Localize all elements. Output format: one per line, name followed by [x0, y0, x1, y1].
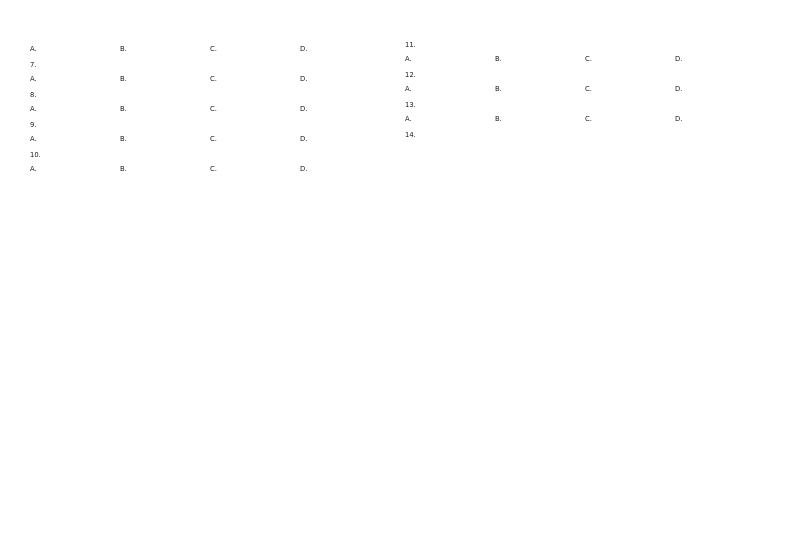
answer-option[interactable]	[675, 114, 765, 124]
answer-options	[30, 164, 390, 174]
answer-option[interactable]	[120, 164, 210, 174]
question-number: 12.	[405, 71, 416, 79]
question-item	[30, 120, 390, 144]
question-item	[405, 70, 765, 94]
question-item	[30, 60, 390, 84]
answer-option[interactable]	[120, 74, 210, 84]
option-letter: A.	[30, 105, 37, 113]
answer-option[interactable]	[210, 104, 300, 114]
answer-option[interactable]	[405, 114, 495, 124]
right-column	[405, 40, 765, 540]
option-letter: D.	[675, 85, 683, 93]
question-stem	[405, 70, 765, 80]
option-letter: C.	[210, 75, 217, 83]
answer-option[interactable]	[300, 74, 390, 84]
answer-options	[30, 44, 390, 54]
option-letter: B.	[495, 115, 502, 123]
answer-option[interactable]	[585, 114, 675, 124]
answer-option[interactable]	[30, 134, 120, 144]
question-number: 14.	[405, 131, 416, 139]
option-letter: A.	[30, 135, 37, 143]
question-number: 13.	[405, 101, 416, 109]
answer-option[interactable]	[30, 164, 120, 174]
answer-option[interactable]	[585, 54, 675, 64]
option-letter: C.	[210, 105, 217, 113]
answer-option[interactable]	[675, 54, 765, 64]
answer-options	[405, 54, 765, 64]
question-stem	[405, 130, 765, 140]
option-letter: D.	[300, 75, 308, 83]
answer-option[interactable]	[495, 84, 585, 94]
answer-option[interactable]	[300, 44, 390, 54]
answer-options	[30, 134, 390, 144]
question-number: 8.	[30, 91, 37, 99]
answer-option[interactable]	[210, 44, 300, 54]
option-letter: A.	[30, 165, 37, 173]
answer-option[interactable]	[405, 84, 495, 94]
answer-options	[30, 74, 390, 84]
option-letter: C.	[210, 165, 217, 173]
option-letter: B.	[120, 45, 127, 53]
answer-option[interactable]	[120, 44, 210, 54]
answer-options	[30, 104, 390, 114]
question-item	[30, 90, 390, 114]
left-column	[30, 40, 390, 540]
option-letter: D.	[675, 115, 683, 123]
option-letter: B.	[120, 135, 127, 143]
question-item	[405, 130, 765, 140]
answer-option[interactable]	[585, 84, 675, 94]
option-letter: B.	[120, 105, 127, 113]
option-letter: C.	[585, 85, 592, 93]
option-letter: B.	[120, 75, 127, 83]
question-stem	[30, 120, 390, 130]
option-letter: C.	[210, 45, 217, 53]
option-letter: A.	[30, 45, 37, 53]
answer-option[interactable]	[495, 54, 585, 64]
question-stem	[30, 150, 390, 160]
option-letter: D.	[300, 45, 308, 53]
answer-option[interactable]	[210, 164, 300, 174]
option-letter: C.	[585, 55, 592, 63]
question-number: 9.	[30, 121, 37, 129]
answer-option[interactable]	[210, 74, 300, 84]
answer-option[interactable]	[675, 84, 765, 94]
question-number: 7.	[30, 61, 37, 69]
answer-options	[405, 84, 765, 94]
option-letter: D.	[300, 165, 308, 173]
question-item	[30, 150, 390, 174]
answer-option[interactable]	[30, 74, 120, 84]
option-letter: B.	[495, 55, 502, 63]
question-number: 11.	[405, 41, 416, 49]
option-letter: B.	[495, 85, 502, 93]
option-letter: C.	[585, 115, 592, 123]
question-stem	[405, 40, 765, 50]
answer-option[interactable]	[300, 134, 390, 144]
option-letter: A.	[405, 115, 412, 123]
answer-options	[405, 114, 765, 124]
answer-option[interactable]	[300, 164, 390, 174]
option-letter: D.	[675, 55, 683, 63]
question-stem	[30, 90, 390, 100]
option-letter: C.	[210, 135, 217, 143]
question-item	[405, 100, 765, 124]
question-number: 10.	[30, 151, 41, 159]
option-letter: D.	[300, 105, 308, 113]
answer-option[interactable]	[30, 44, 120, 54]
option-letter: B.	[120, 165, 127, 173]
answer-option[interactable]	[210, 134, 300, 144]
question-stem	[30, 60, 390, 70]
answer-option[interactable]	[405, 54, 495, 64]
option-letter: A.	[30, 75, 37, 83]
answer-option[interactable]	[300, 104, 390, 114]
option-letter: A.	[405, 55, 412, 63]
option-letter: D.	[300, 135, 308, 143]
question-item	[30, 44, 390, 54]
answer-option[interactable]	[495, 114, 585, 124]
answer-option[interactable]	[30, 104, 120, 114]
option-letter: A.	[405, 85, 412, 93]
answer-option[interactable]	[120, 104, 210, 114]
answer-option[interactable]	[120, 134, 210, 144]
question-item	[405, 40, 765, 64]
question-stem	[405, 100, 765, 110]
